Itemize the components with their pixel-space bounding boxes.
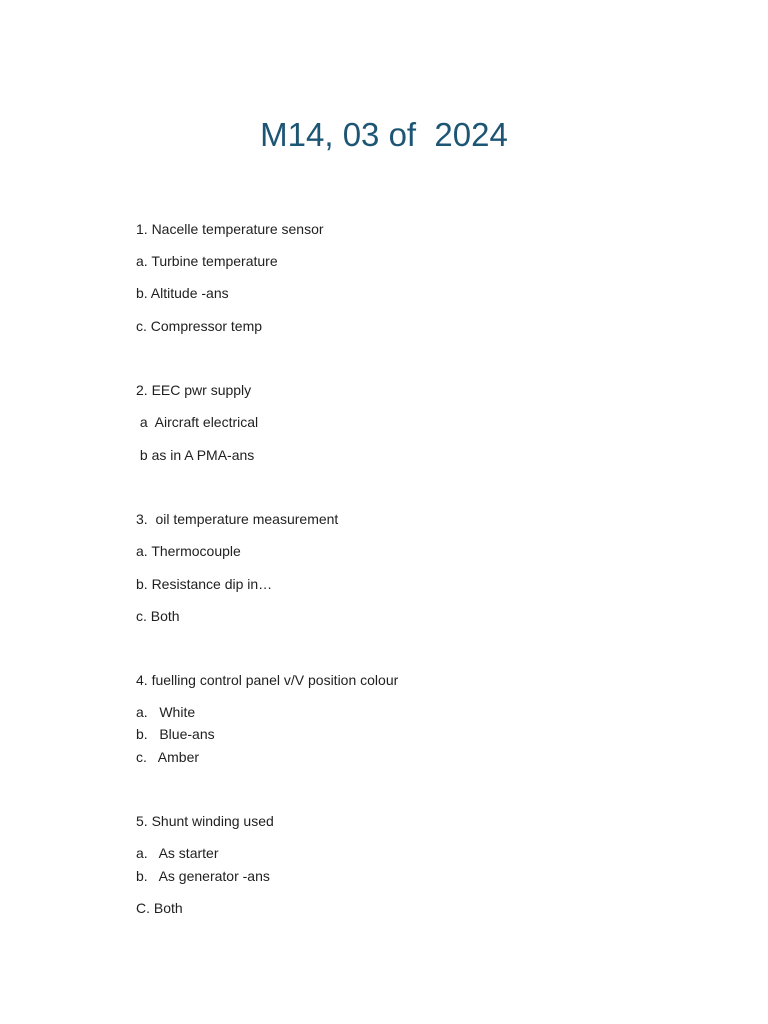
question-4: 4. fuelling control panel v/V position colour — [136, 672, 399, 688]
question-5-option-a: a. As starter — [136, 845, 219, 861]
question-2-option-b: b as in A PMA-ans — [136, 447, 255, 463]
document-title: M14, 03 of 2024 — [260, 116, 508, 153]
question-2: 2. EEC pwr supply — [136, 382, 252, 398]
question-3-option-b: b. Resistance dip in… — [136, 576, 273, 592]
question-1-option-c: c. Compressor temp — [136, 318, 263, 334]
question-4-option-c: c. Amber — [136, 749, 200, 765]
question-4-option-a: a. White — [136, 704, 196, 720]
question-1: 1. Nacelle temperature sensor — [136, 221, 324, 237]
question-5-option-c: C. Both — [136, 900, 183, 916]
question-5: 5. Shunt winding used — [136, 813, 274, 829]
question-3-option-a: a. Thermocouple — [136, 543, 241, 559]
question-3-option-c: c. Both — [136, 608, 180, 624]
question-2-option-a: a Aircraft electrical — [136, 414, 259, 430]
question-3: 3. oil temperature measurement — [136, 511, 339, 527]
question-4-option-b: b. Blue-ans — [136, 726, 215, 742]
question-1-option-b: b. Altitude -ans — [136, 285, 229, 301]
question-5-option-b: b. As generator -ans — [136, 868, 270, 884]
question-1-option-a: a. Turbine temperature — [136, 253, 278, 269]
